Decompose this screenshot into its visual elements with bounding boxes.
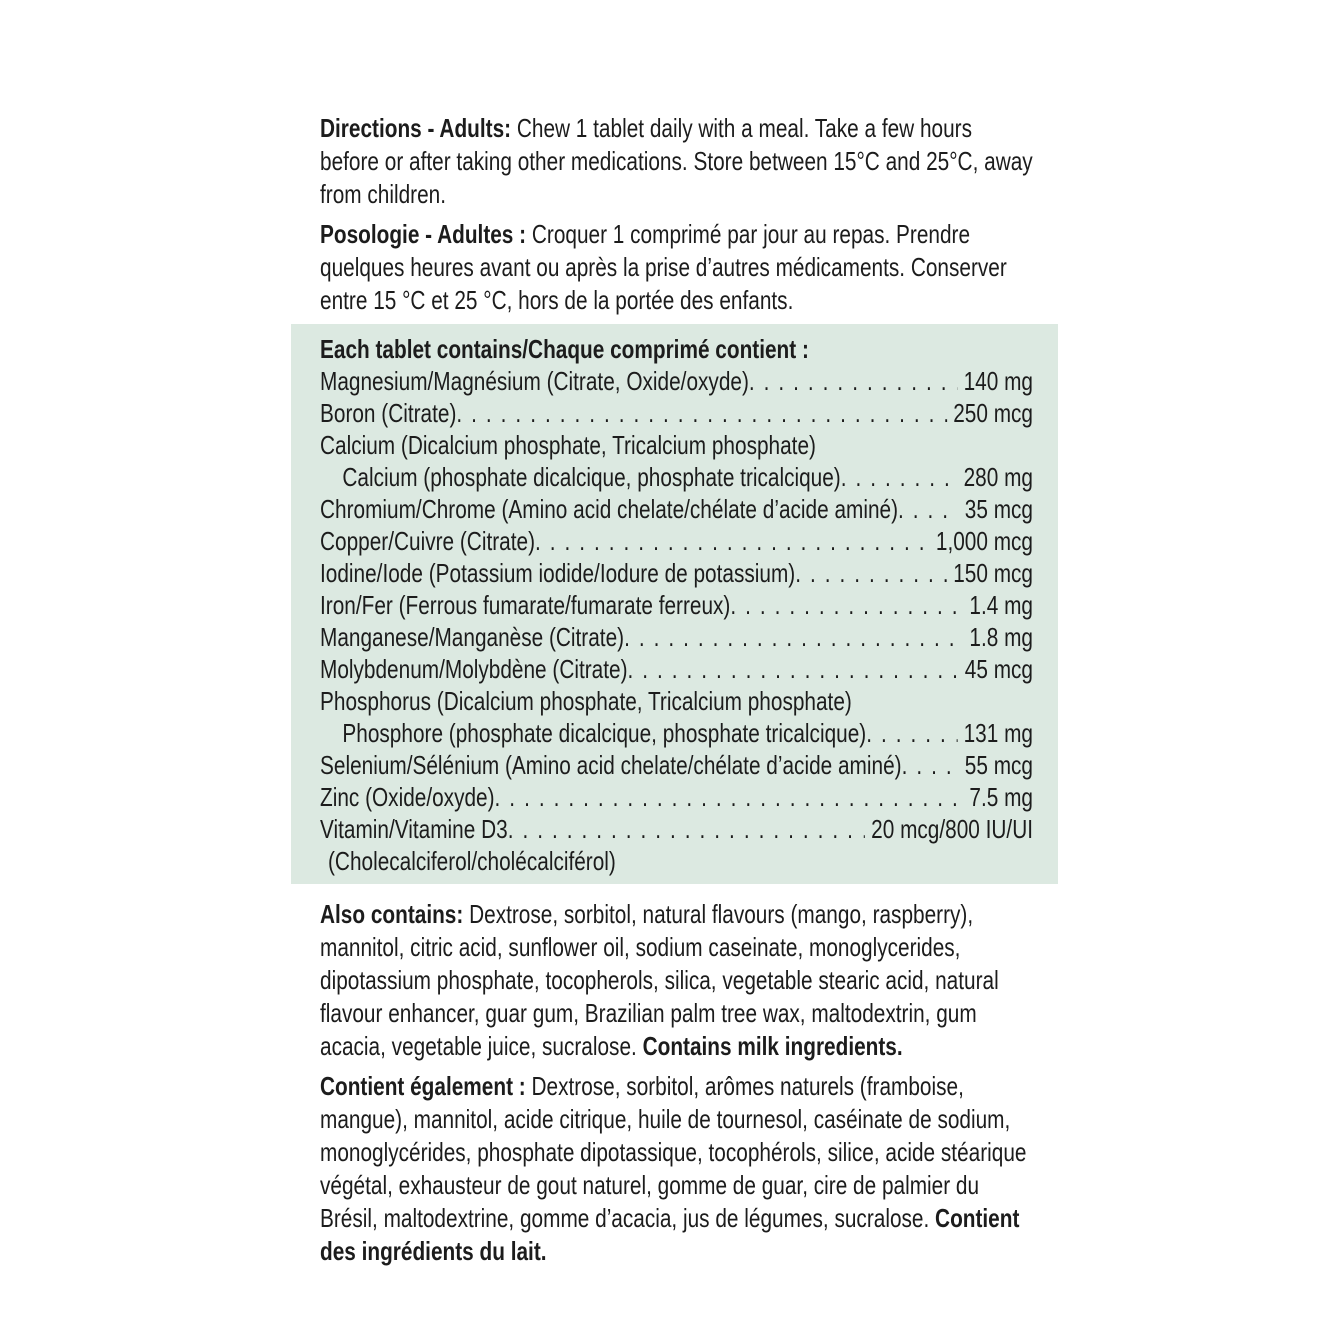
dot-leader	[841, 461, 957, 493]
ingredient-amount: 1.8 mg	[969, 622, 1033, 652]
milk-warning-fr: Contient des ingrédients du lait.	[320, 1203, 1020, 1266]
ingredient-name: Magnesium/Magnésium (Citrate, Oxide/oxyde)	[320, 366, 749, 396]
also-contains-fr-text: Dextrose, sorbitol, arômes naturels (framboise, mangue), mannitol, acide citrique, huile de tournesol, caséinate de sodium, monoglycérides, phosphate dipotassique, tocophérols, silice, acide stéarique végétal, exhausteur de gout naturel, gomme de guar, cire de palmier du Brésil, maltodextrine, gomme d’acacia, jus de légumes, sucralose.	[320, 1071, 1027, 1233]
ingredient-row	[320, 589, 1033, 621]
ingredient-row	[320, 621, 1033, 653]
ingredient-row	[320, 749, 1033, 781]
milk-warning-en: Contains milk ingredients.	[642, 1031, 903, 1061]
ingredient-name: Iodine/Iode (Potassium iodide/Iodure de potassium)	[320, 558, 796, 588]
directions-section	[320, 112, 1035, 317]
ingredient-name: Zinc (Oxide/oxyde)	[320, 782, 495, 812]
dot-leader	[624, 621, 963, 653]
directions-fr-paragraph	[320, 218, 1035, 317]
directions-fr-lead: Posologie - Adultes :	[320, 219, 527, 249]
directions-fr-text: Croquer 1 comprimé par jour au repas. Prendre quelques heures avant ou après la prise d’autres médicaments. Conserver entre 15 °C et 25 °C, hors de la portée des enfants.	[320, 219, 1007, 315]
ingredient-name: Copper/Cuivre (Citrate)	[320, 526, 535, 556]
ingredient-amount: 280 mg	[963, 462, 1033, 492]
ingredient-row	[320, 781, 1033, 813]
ingredient-amount: 35 mcg	[964, 494, 1033, 524]
ingredient-name: Boron (Citrate)	[320, 398, 457, 428]
dot-leader	[902, 749, 959, 781]
dot-leader	[795, 557, 947, 589]
ingredient-amount: 55 mcg	[964, 750, 1033, 780]
directions-en-lead: Directions - Adults:	[320, 113, 512, 143]
ingredient-row	[320, 717, 1033, 749]
dot-leader	[535, 525, 929, 557]
ingredient-row	[320, 397, 1033, 429]
ingredient-name: Phosphore (phosphate dicalcique, phosphate tricalcique)	[342, 718, 867, 748]
dot-leader	[898, 493, 958, 525]
ingredient-name: Iron/Fer (Ferrous fumarate/fumarate ferreux)	[320, 590, 731, 620]
ingredient-row	[320, 685, 1033, 717]
ingredient-row	[320, 525, 1033, 557]
ingredient-row	[320, 813, 1033, 845]
ingredient-row	[320, 429, 1033, 461]
dot-leader	[866, 717, 957, 749]
ingredient-amount: 250 mcg	[953, 398, 1033, 428]
dot-leader	[730, 589, 963, 621]
ingredient-name: Selenium/Sélénium (Amino acid chelate/chélate d’acide aminé)	[320, 750, 902, 780]
dot-leader	[456, 397, 946, 429]
also-contains-fr-lead: Contient également :	[320, 1071, 526, 1101]
also-contains-en-paragraph	[320, 898, 1035, 1063]
ingredient-row	[320, 653, 1033, 685]
ingredient-name: (Cholecalciferol/cholécalciférol)	[328, 846, 616, 876]
dot-leader	[508, 813, 865, 845]
ingredient-table	[320, 365, 1033, 877]
directions-en-paragraph	[320, 112, 1035, 211]
ingredient-amount: 20 mcg/800 IU/UI	[871, 814, 1033, 844]
ingredient-name: Manganese/Manganèse (Citrate)	[320, 622, 625, 652]
ingredient-amount: 45 mcg	[964, 654, 1033, 684]
dot-leader	[495, 781, 963, 813]
ingredient-name: Calcium (Dicalcium phosphate, Tricalcium phosphate)	[320, 430, 816, 460]
dot-leader	[628, 653, 959, 685]
label-content	[291, 112, 1058, 1275]
ingredient-name: Chromium/Chrome (Amino acid chelate/chélate d’acide aminé)	[320, 494, 899, 524]
ingredient-row	[320, 493, 1033, 525]
also-contains-fr-paragraph	[320, 1070, 1035, 1268]
supplement-facts-panel	[291, 324, 1058, 884]
ingredient-name: Calcium (phosphate dicalcique, phosphate tricalcique)	[342, 462, 841, 492]
also-contains-en-lead: Also contains:	[320, 899, 464, 929]
ingredient-amount: 131 mg	[963, 718, 1033, 748]
ingredient-amount: 140 mg	[963, 366, 1033, 396]
ingredient-amount: 1.4 mg	[969, 590, 1033, 620]
directions-en-text: Chew 1 tablet daily with a meal. Take a few hours before or after taking other medications. Store between 15°C and 25°C, away from children.	[320, 113, 1033, 209]
also-contains-en-text: Dextrose, sorbitol, natural flavours (mango, raspberry), mannitol, citric acid, sunflower oil, sodium caseinate, monoglycerides, dipotassium phosphate, tocopherols, silica, vegetable stearic acid, natural flavour enhancer, guar gum, Brazilian palm tree wax, maltodextrin, gum acacia, vegetable juice, sucralose.	[320, 899, 999, 1061]
ingredient-amount: 1,000 mcg	[935, 526, 1033, 556]
ingredient-amount: 7.5 mg	[969, 782, 1033, 812]
ingredient-name: Phosphorus (Dicalcium phosphate, Tricalcium phosphate)	[320, 686, 852, 716]
ingredient-row	[320, 845, 1033, 877]
ingredient-row	[320, 557, 1033, 589]
ingredient-amount: 150 mcg	[953, 558, 1033, 588]
ingredient-row	[320, 461, 1033, 493]
ingredient-name: Molybdenum/Molybdène (Citrate)	[320, 654, 628, 684]
ingredient-row	[320, 365, 1033, 397]
dot-leader	[749, 365, 957, 397]
also-contains-section	[320, 898, 1035, 1268]
ingredient-name: Vitamin/Vitamine D3	[320, 814, 508, 844]
supplement-facts-heading: Each tablet contains/Chaque comprimé contient :	[320, 334, 809, 364]
